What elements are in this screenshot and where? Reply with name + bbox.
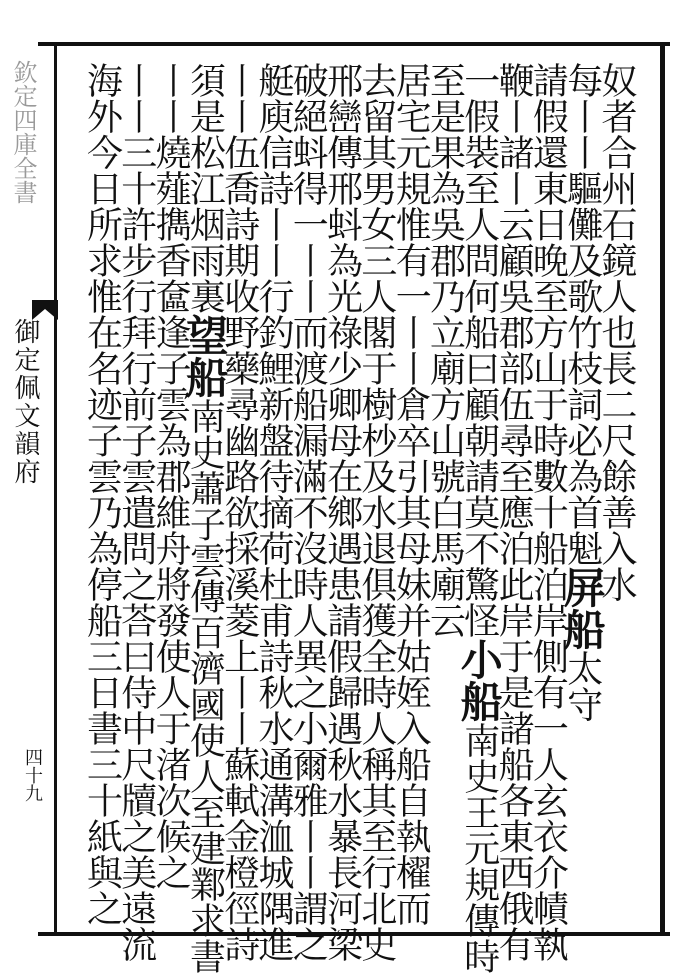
column-text: 破絕蚪得一丨丨而渡船漏滿不沒時人異之小爾雅丨丨謂之: [287, 62, 329, 962]
column-text: 須是松江烟雨裏: [184, 62, 226, 314]
column-text: 海外今日所求惟在名迹子雲乃為停船三日書三十紙與之: [81, 62, 123, 926]
column-text: 邢巒傳邢蚪為光祿少卿母在鄉遇患請假歸遇秋水暴長河梁: [321, 62, 363, 962]
fishtail-mark-icon: [32, 300, 58, 320]
entry-heading: 小船: [454, 638, 504, 722]
column-text: 至是果為吳郡乃立廟方山號白馬廟云: [424, 62, 466, 638]
left-border: [54, 42, 57, 936]
margin-faded-title: 欽定四庫全書: [9, 60, 37, 204]
column-text: 丨丨燒薤擕香奩: [150, 62, 192, 314]
page-number: 四十九: [22, 748, 43, 802]
column-text: 去留其男女三人閣于樹杪及水退俱獲全時人稱其至行北史: [355, 62, 397, 962]
column-text: 一假裝至人問何船曰顧朝請莫不驚怪: [458, 62, 500, 638]
entry-heading: 屏船: [557, 566, 607, 650]
column-text: 南史蕭子雲傳百濟國使人至建鄴求書: [184, 398, 226, 974]
column-text: 南史王元規傳時: [458, 722, 500, 974]
column-text: 丨丨三十許步行拜行前子雲遣問之荅曰侍中尺牘之美遠流: [115, 62, 157, 962]
column-text: 居宅元規惟有一丨丨倉卒引其母妹并姑姪入船自執櫂而: [390, 62, 432, 926]
column-text: 丨丨伍喬詩期收野藥尋幽路欲採溪菱上丨丨蘇軾金橙徑詩: [218, 62, 260, 962]
column-text: 太守: [561, 650, 603, 722]
column-text: 每丨丨驅儺及歌竹枝詞必為首魁: [561, 62, 603, 566]
column-text: 艇庾信詩丨丨行釣鯉新盤待摘荷杜甫詩秋水通溝洫城隅進: [253, 62, 294, 962]
column-text: 請假還東日晚至方山于時數十船泊岸側有一人玄衣介幘執: [527, 62, 569, 962]
column-text: 奴者合州石鏡人也長二尺餘善入水: [596, 62, 637, 602]
column-text: 逢子雲為郡維舟將發使人于渚次候之: [150, 314, 192, 890]
right-border: [660, 42, 665, 936]
text-column: [78, 62, 122, 926]
entry-heading: 望船: [180, 314, 230, 398]
column-text: 鞭丨諸丨云顧吳郡部伍尋至應泊此岸于是諸船各東西俄有: [493, 62, 535, 962]
top-border: [38, 42, 670, 46]
margin-title: 御定佩文韻府: [10, 318, 40, 486]
